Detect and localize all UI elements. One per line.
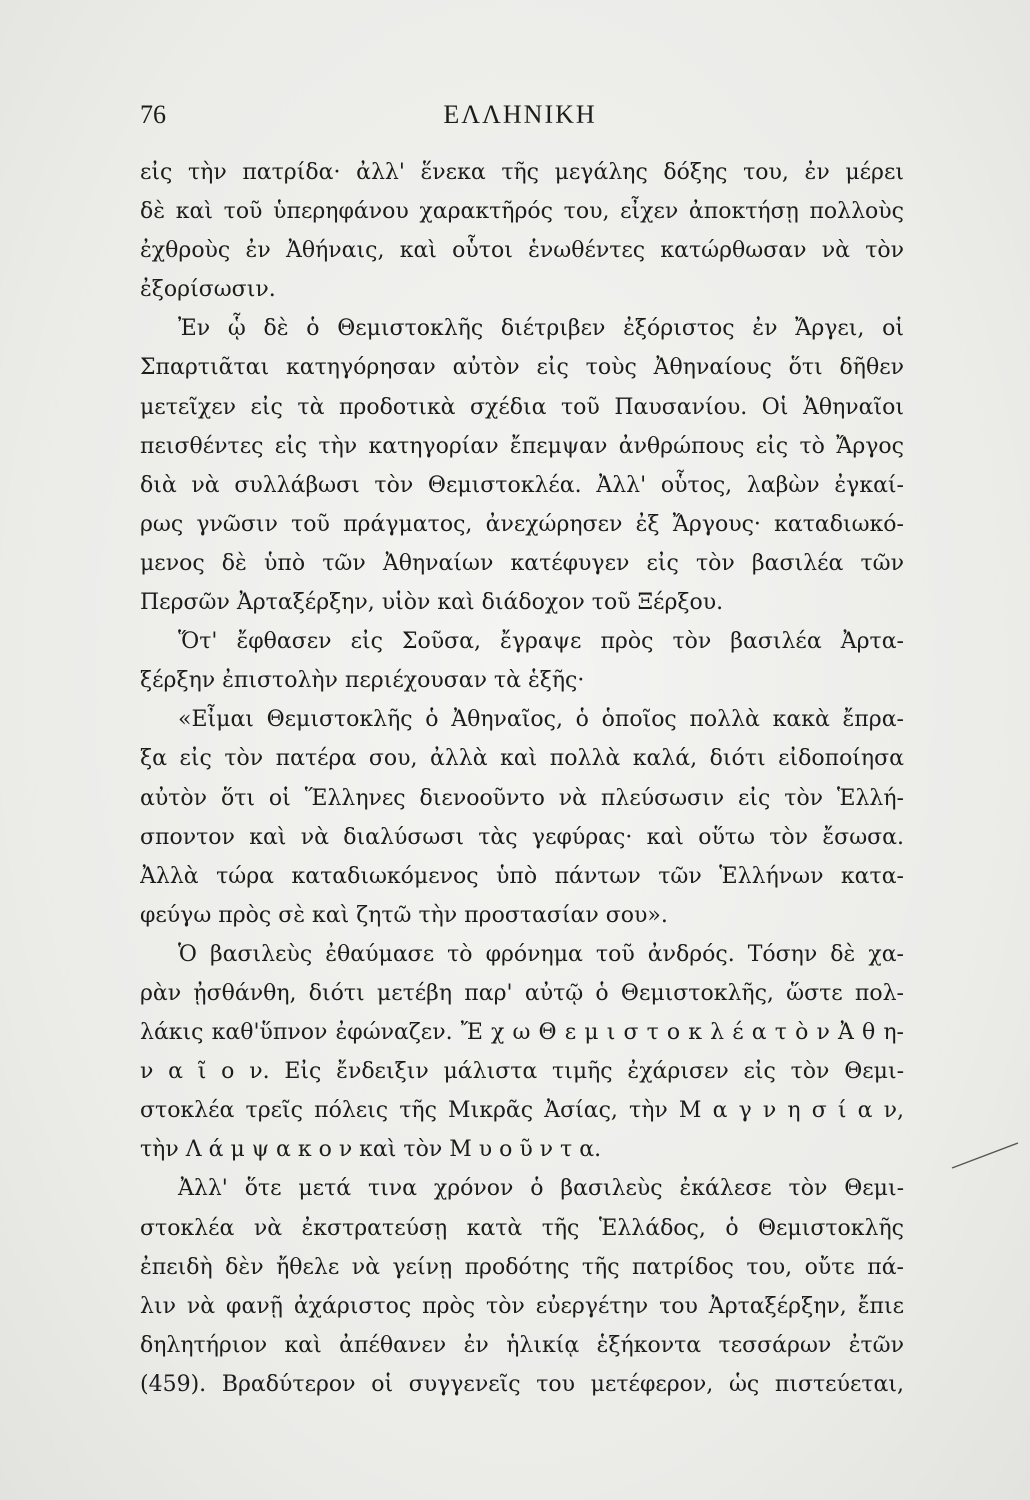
text-line: (459). Βραδύτερον οἱ συγγενεῖς του μετέφερον, ὡς πιστεύεται, [140,1371,904,1397]
text-line: πεισθέντες εἰς τὴν κατηγορίαν ἔπεμψαν ἀνθρώπους εἰς τὸ Ἄργος [140,433,904,459]
paragraph [140,700,904,935]
text-line: αὐτὸν ὅτι οἱ Ἕλληνες διενοοῦντο νὰ πλεύσωσιν εἰς τὸν Ἑλλή- [140,785,904,811]
running-title: ΕΛΛΗΝΙΚΗ [443,100,597,129]
text-line: ἐχθροὺς ἐν Ἀθήναις, καὶ οὗτοι ἑνωθέντες κατώρθωσαν νὰ τὸν [140,238,904,264]
text-line: ἐξορίσωσιν. [140,277,276,303]
paragraph [140,153,904,309]
text-line: ξέρξην ἐπιστολὴν περιέχουσαν τὰ ἑξῆς· [140,668,585,694]
text-line: διὰ νὰ συλλάβωσι τὸν Θεμιστοκλέα. Ἀλλ' οὗτος, λαβὼν ἐγκαί- [140,472,904,498]
paragraph [140,309,904,622]
paragraph [140,622,904,700]
text-line: Περσῶν Ἀρταξέρξην, υἱὸν καὶ διάδοχον τοῦ Ξέρξου. [140,590,724,616]
text-line: Ἀλλ' ὅτε μετά τινα χρόνον ὁ βασιλεὺς ἐκάλεσε τὸν Θεμι- [178,1176,904,1202]
text-line: ρως γνῶσιν τοῦ πράγματος, ἀνεχώρησεν ἐξ Ἄργους· καταδιωκό- [140,511,904,537]
text-line: ξα εἰς τὸν πατέρα σου, ἀλλὰ καὶ πολλὰ καλά, διότι εἰδοποίησα [140,746,904,772]
text-line: Ὅτ' ἔφθασεν εἰς Σοῦσα, ἔγραψε πρὸς τὸν βασιλέα Ἀρτα- [178,629,904,655]
margin-pencil-mark [950,1140,1020,1170]
page-number: 76 [140,100,166,129]
text-line: εἰς τὴν πατρίδα· ἀλλ' ἕνεκα τῆς μεγάλης δόξης του, ἐν μέρει [140,160,904,185]
paragraph [140,1169,904,1404]
text-line: δηλητήριον καὶ ἀπέθανεν ἐν ἡλικίᾳ ἑξήκοντα τεσσάρων ἐτῶν [140,1332,904,1358]
paragraph [140,935,904,1170]
text-line: Ἐν ᾧ δὲ ὁ Θεμιστοκλῆς διέτριβεν ἐξόριστος ἐν Ἄργει, οἱ [178,316,904,342]
text-line: ν α ῖ ο ν. Εἰς ἔνδειξιν μάλιστα τιμῆς ἐχάρισεν εἰς τὸν Θεμι- [140,1059,904,1085]
page-header [140,100,900,140]
text-line: Ἀλλὰ τώρα καταδιωκόμενος ὑπὸ πάντων τῶν Ἑλλήνων κατα- [140,863,904,889]
text-line: ἐπειδὴ δὲν ἤθελε νὰ γείνῃ προδότης τῆς πατρίδος του, οὔτε πά- [140,1254,904,1280]
text-line: σποντον καὶ νὰ διαλύσωσι τὰς γεφύρας· καὶ οὕτω τὸν ἔσωσα. [140,824,904,850]
text-line: στοκλέα τρεῖς πόλεις τῆς Μικρᾶς Ἀσίας, τὴν Μ α γ ν η σ ί α ν, [140,1098,904,1124]
body-text [140,153,904,1404]
text-line: τὴν Λ ά μ ψ α κ ο ν καὶ τὸν Μ υ ο ῦ ν τ α. [140,1137,602,1163]
text-line: «Εἶμαι Θεμιστοκλῆς ὁ Ἀθηναῖος, ὁ ὁποῖος πολλὰ κακὰ ἔπρα- [178,707,904,733]
text-line: στοκλέα νὰ ἐκστρατεύσῃ κατὰ τῆς Ἑλλάδος, ὁ Θεμιστοκλῆς [140,1215,904,1241]
text-line: Σπαρτιᾶται κατηγόρησαν αὐτὸν εἰς τοὺς Ἀθηναίους ὅτι δῆθεν [140,355,904,381]
text-line: δὲ καὶ τοῦ ὑπερηφάνου χαρακτῆρός του, εἶχεν ἀποκτήσῃ πολλοὺς [140,199,904,225]
text-line: λιν νὰ φανῇ ἀχάριστος πρὸς τὸν εὐεργέτην του Ἀρταξέρξην, ἔπιε [140,1293,904,1319]
text-line: μετεῖχεν εἰς τὰ προδοτικὰ σχέδια τοῦ Παυσανίου. Οἱ Ἀθηναῖοι [140,394,904,420]
text-line: φεύγω πρὸς σὲ καὶ ζητῶ τὴν προστασίαν σου». [140,902,668,928]
text-line: Ὁ βασιλεὺς ἐθαύμασε τὸ φρόνημα τοῦ ἀνδρός. Τόσην δὲ χα- [178,941,904,967]
text-line: ρὰν ᾐσθάνθη, διότι μετέβη παρ' αὐτῷ ὁ Θεμιστοκλῆς, ὥστε πολ- [140,980,904,1006]
text-line: μενος δὲ ὑπὸ τῶν Ἀθηναίων κατέφυγεν εἰς τὸν βασιλέα τῶν [140,550,904,576]
text-line: λάκις καθ'ὕπνον ἐφώναζεν. Ἔ χ ω Θ ε μ ι σ τ ο κ λ έ α τ ὸ ν Ἀ θ η- [140,1020,904,1046]
